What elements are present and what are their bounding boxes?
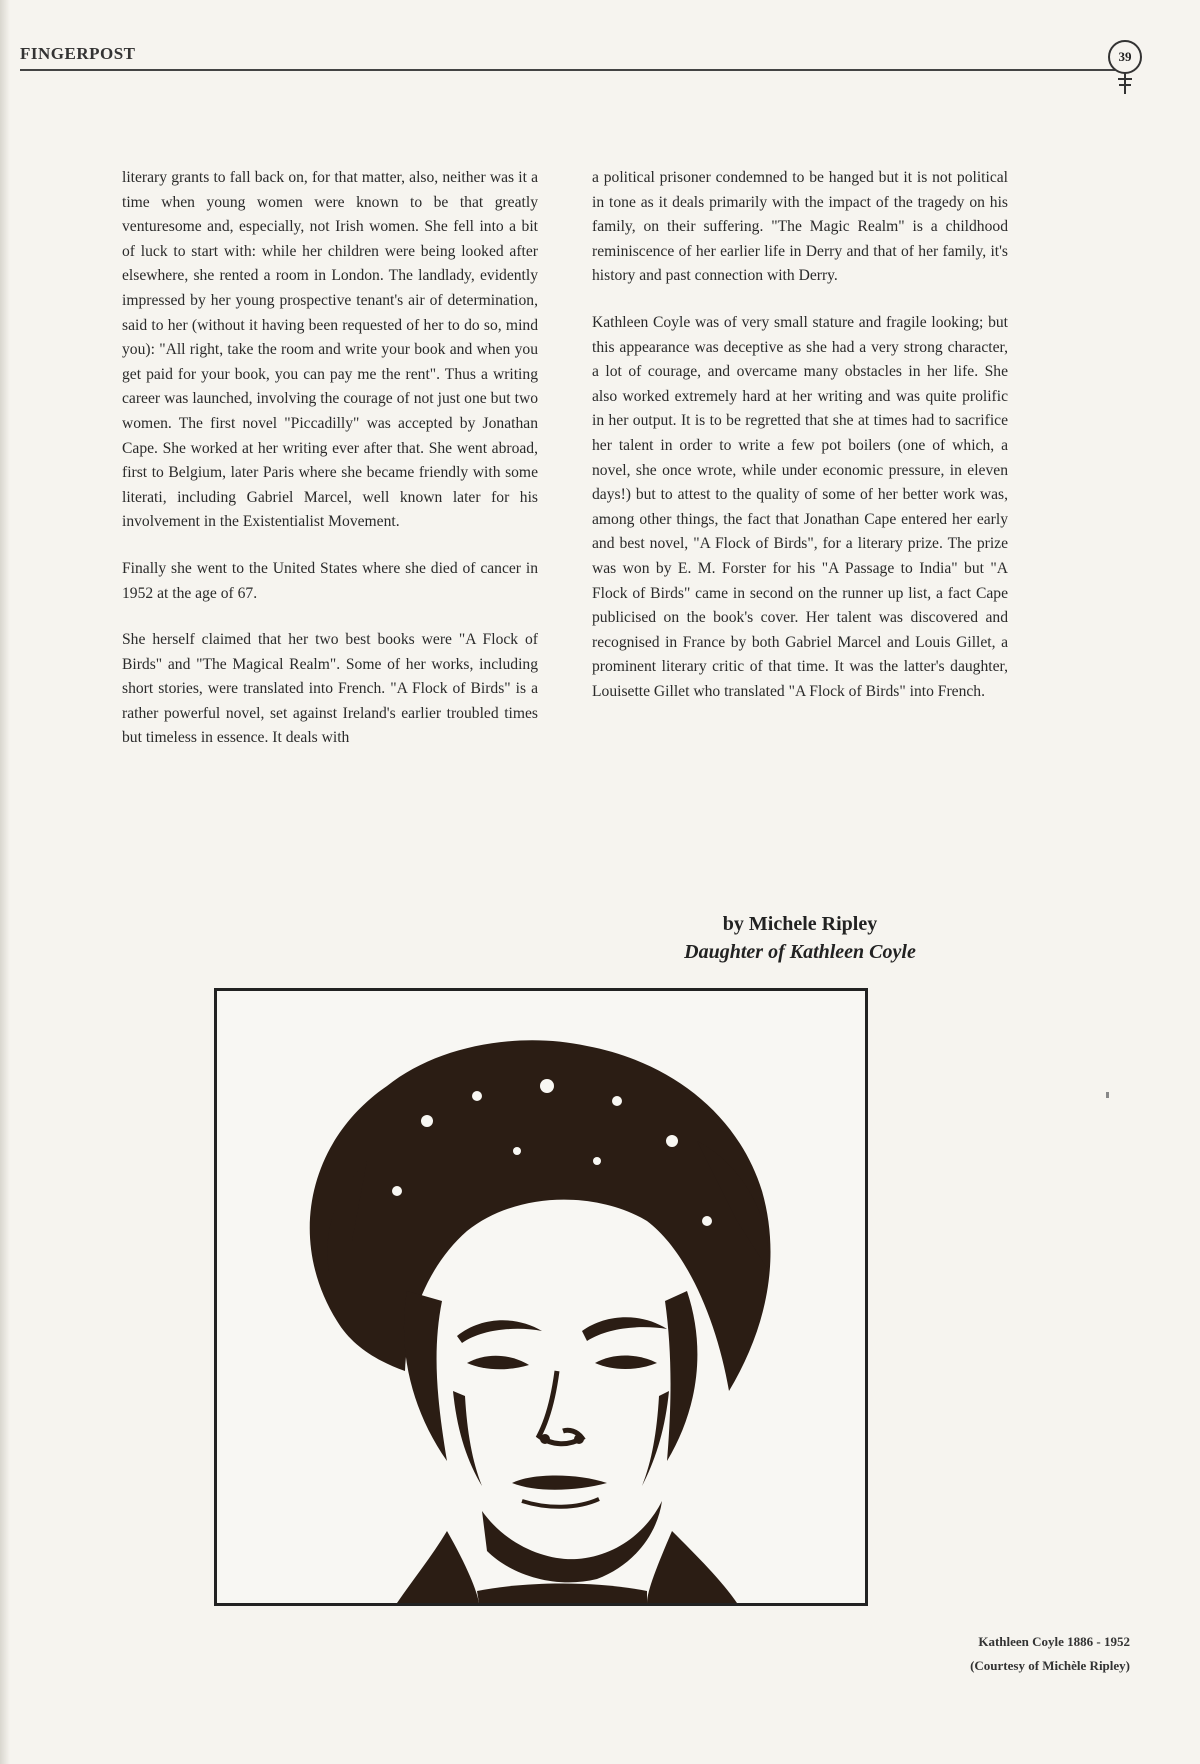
paragraph: Finally she went to the United States where she died of cancer in 1952 at the age of 67.: [122, 559, 538, 602]
byline-author-role: Daughter of Kathleen Coyle: [684, 941, 916, 963]
article-column-right: [592, 166, 1008, 726]
page-number-emblem: [1106, 38, 1146, 98]
portrait-image: [214, 988, 868, 1606]
caption-title: Kathleen Coyle 1886 - 1952: [978, 1634, 1130, 1649]
paragraph: a political prisoner condemned to be hanged but it is not political in tone as it deals primarily with the impact of the tragedy on his family, on their suffering. "The Magic Realm" is a childhood reminiscence of her earlier life in Derry and that of her family, it's history and past connection with Derry.: [592, 169, 1008, 285]
figure-caption: [860, 1630, 1130, 1678]
header-rule: [20, 69, 1115, 71]
paragraph: She herself claimed that her two best books were "A Flock of Birds" and "The Magical Realm". Some of her works, including short stories, were translated into French. "A Flock of Birds" is a rather powerful novel, set against Ireland's earlier troubled times but timeless in essence. It deals with: [122, 631, 538, 747]
page-binding-edge: [0, 0, 10, 1764]
scan-speck: [1106, 1092, 1109, 1098]
byline-author: by Michele Ripley: [722, 913, 878, 935]
paragraph: Kathleen Coyle was of very small stature and fragile looking; but this appearance was deceptive as she had a very strong character, a lot of courage, and overcame many obstacles in her life. She also worked extremely hard at her writing and was quite prolific in her output. It is to be regretted that she at times had to sacrifice her talent in order to write a few pot boilers (one of which, a novel, she once wrote, while under economic pressure, in eleven days!) but to attest to the quality of some of her better work was, among other things, the fact that Jonathan Cape entered her early and best novel, "A Flock of Birds", for a literary prize. The prize was won by E. M. Forster for his "A Passage to India" but "A Flock of Birds" came in second on the runner up list, a fact Cape publicised on the book's cover. Her talent was discovered and recognised in France by both Gabriel Marcel and Louis Gillet, a prominent literary critic of that time. It was the latter's daughter, Louisette Gillet who translated "A Flock of Birds" into French.: [592, 313, 1008, 700]
portrait-illustration: [217, 991, 865, 1603]
caption-credit: (Courtesy of Michèle Ripley): [970, 1658, 1130, 1673]
running-head: FINGERPOST: [20, 44, 136, 63]
byline: [600, 910, 1000, 966]
article-column-left: [122, 166, 538, 773]
page-number: 39: [1108, 40, 1142, 74]
paragraph: literary grants to fall back on, for that matter, also, neither was it a time when young women were known to be that greatly venturesome and, especially, not Irish women. She fell into a bit of luck to start with: while her children were being looked after elsewhere, she rented a room in London. The landlady, evidently impressed by her young prospective tenant's air of determination, said to her (without it having been requested of her to do so, mind you): "All right, take the room and write your book and when you get paid for your book, you can pay me the rent". Thus a writing career was launched, involving the courage of not just one but two women. The first novel "Piccadilly" was accepted by Jonathan Cape. She worked at her writing ever after that. She went abroad, first to Belgium, later Paris where she became friendly with some literati, including Gabriel Marcel, well known later for his involvement in the Existentialist Movement.: [122, 169, 538, 531]
cross-icon: [1106, 72, 1144, 94]
